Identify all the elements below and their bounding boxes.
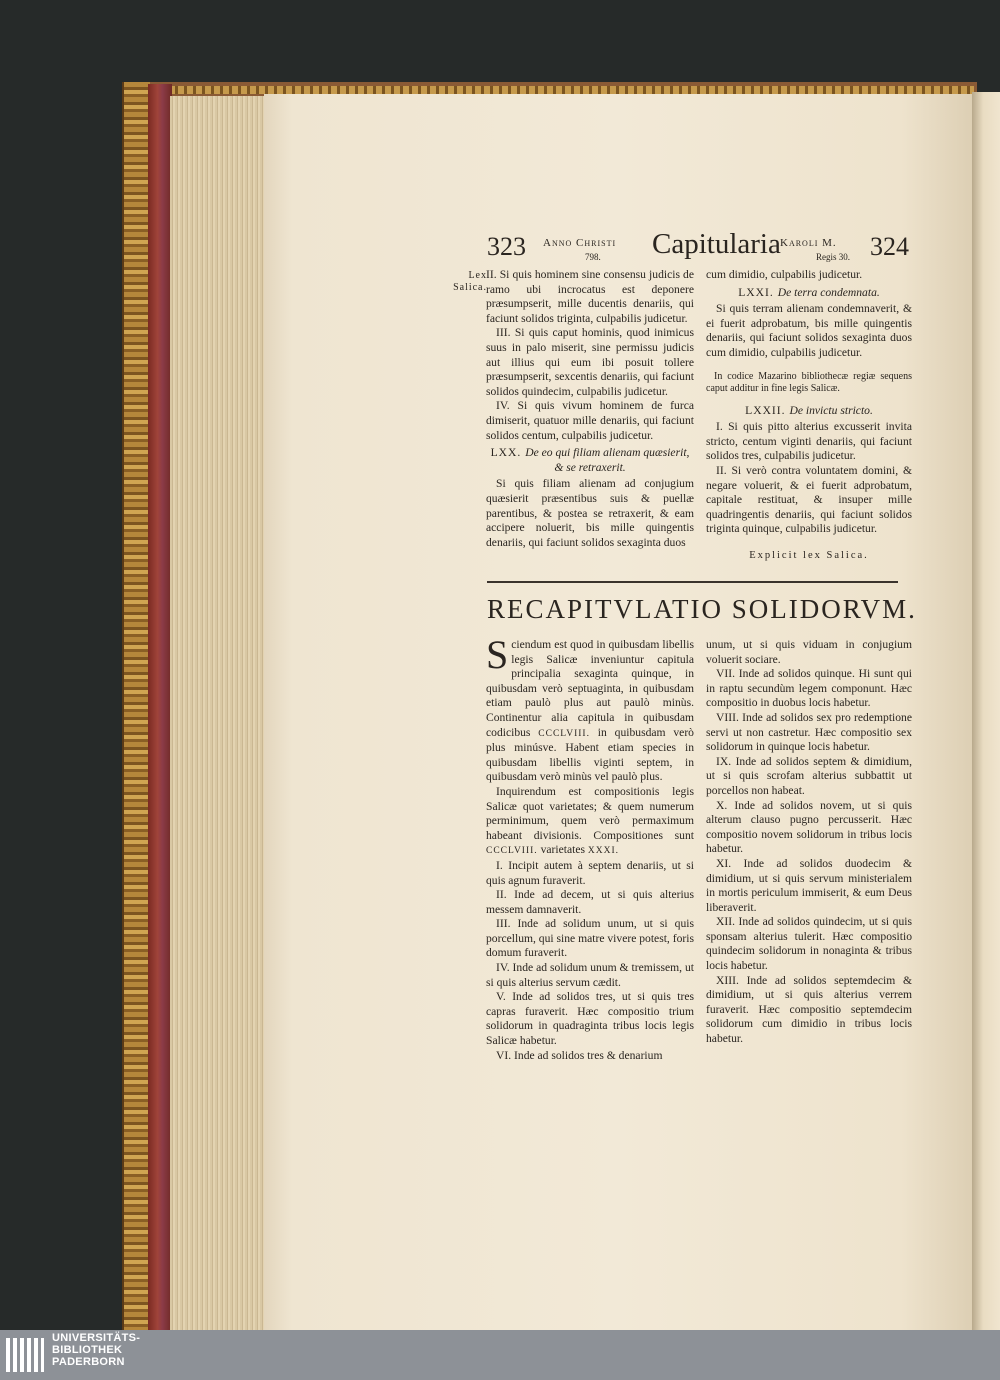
paragraph: II. Inde ad decem, ut si quis alterius messem damnaverit.: [486, 888, 694, 916]
paragraph: II. Si verò contra voluntatem domini, & negare voluerit, & ei fuerit adprobatum, capitale restituat, & insuper mille quadringentis denariis, qui faciunt solidos triginta quinque, culpabilis judicetur.: [706, 463, 912, 536]
paragraph: VIII. Inde ad solidos sex pro redemptione servi ut non castretur. Hæc compositio sex solidorum in quinque locis habetur.: [706, 710, 912, 754]
library-footer: [0, 1330, 1000, 1380]
paragraph: VI. Inde ad solidos tres & denarium: [496, 1048, 663, 1062]
margin-note: [449, 270, 487, 294]
roman-number: XXXI.: [587, 846, 620, 857]
section-title: De eo qui filiam alienam quæsierit, & se retraxerit.: [525, 446, 690, 474]
section-number: LXX.: [490, 446, 522, 460]
paragraph: IV. Si quis vivum hominem de furca dimiserit, quatuor mille denariis, qui faciunt solidos centum, culpabilis judicetur.: [486, 399, 694, 442]
explicit-line: Explicit lex Salica.: [749, 549, 869, 561]
margin-note-line: Salica.: [453, 282, 487, 293]
library-name: [52, 1332, 140, 1368]
column-top-left: [486, 268, 694, 550]
column-top-right: [706, 268, 912, 564]
paragraph: unum, ut si quis viduam in conjugium voluerit sociare.: [706, 638, 912, 666]
column-bottom-right: [706, 638, 912, 1047]
roman-number: CCCLVIII.: [538, 728, 590, 739]
library-name-line: PADERBORN: [52, 1356, 125, 1368]
paragraph: XIII. Inde ad solidos septemdecim & dimidium, ut si quis alterius verrem furaverit. Hæc compositio septemdecim solidorum cum dimidio in tribus locis habetur.: [706, 973, 912, 1046]
paragraph: V. Inde ad solidos tres, ut si quis tres capras furaverit. Hæc compositio trium solidorum in quadraginta tribus locis legis Salicæ habetur.: [486, 990, 694, 1048]
paragraph-text: Inquirendum est compositionis legis Salicæ quot varietates; & quem numerum perminimum, quem verò permaximum habeant divisionis. Compositiones sunt: [486, 784, 694, 842]
page-number-left: 323: [487, 232, 526, 261]
paragraph: IX. Inde ad solidos septem & dimidium, ut si quis scrofam alterius subbattit ut porcellos non habeat.: [706, 754, 912, 797]
paragraph: cum dimidio, culpabilis judicetur.: [706, 268, 863, 281]
page-number-right: 324: [870, 232, 909, 261]
paragraph: XII. Inde ad solidos quindecim, ut si quis sponsam alterius tulerit. Hæc compositio quindecim solidorum in nonaginta & tribus locis habetur.: [706, 915, 912, 973]
page-title: Capitularia: [652, 228, 781, 260]
section-title-recapitulatio: RECAPITVLATIO SOLIDORVM.: [487, 594, 917, 624]
roman-number: CCCLVIII.: [486, 846, 538, 857]
section-heading-lxxi: [706, 286, 912, 301]
intro-text: ciendum est quod in quibusdam libellis legis Salicæ inveniuntur capitula principalia sexaginta quinque, in quibusdam verò septuaginta, in quibusdam etiam paulò plus aut paulò minùs. Continentur alia capitula in quibusdam codicibus: [486, 638, 694, 739]
paragraph: Si quis terram alienam condemnaverit, & ei fuerit adprobatum, bis mille quingentis denariis, qui faciunt solidos sexaginta duos cum dimidio, culpabilis judicetur.: [706, 302, 912, 359]
intro-text-cont: in quibusdam verò plus minúsve. Habent etiam species in quibusdam libellis viginti septem, in quibusdam verò minùs vel paulò plus.: [486, 725, 694, 784]
section-title: De invictu stricto.: [789, 403, 873, 417]
paragraph: X. Inde ad solidos novem, ut si quis alterum clauso pugno percusserit. Hæc compositio novem solidorum in tribus locis habetur.: [706, 798, 912, 856]
paragraph: I. Incipit autem à septem denariis, ut si quis agnum furaverit.: [486, 858, 694, 887]
gilt-border-left: [122, 82, 150, 1330]
library-logo-icon: [4, 1334, 46, 1376]
paragraph-text: varietates: [540, 843, 585, 857]
editorial-note: In codice Mazarino bibliothecæ regiæ sequens caput additur in fine legis Salicæ.: [706, 370, 912, 395]
paragraph: IV. Inde ad solidum unum & tremissem, ut si quis alterius servum cædit.: [486, 961, 694, 989]
section-number: LXXII.: [745, 403, 786, 417]
header-year: 798.: [585, 252, 601, 262]
marbled-endpaper: [148, 84, 172, 1330]
paragraph: VII. Inde ad solidos quinque. Hi sunt qui in raptu secundùm legem componunt. Hæc compositio in duobus locis habetur.: [706, 667, 912, 710]
paragraph-intro: [486, 632, 694, 785]
page-edges: [170, 96, 266, 1330]
paragraph: III. Si quis caput hominis, quod inimicus suus in palo miserit, sine permissu judicis aut illius qui eum ibi posuit tollere præsumpserit, sexcentis denariis, qui faciunt solidos quindecim, culpabilis judicetur.: [486, 326, 694, 398]
section-divider: [487, 581, 898, 583]
header-anno-christi: Anno Christi: [543, 237, 617, 249]
facing-page-edge: [972, 92, 1000, 1330]
library-name-line: BIBLIOTHEK: [52, 1344, 123, 1356]
paragraph: [486, 785, 694, 859]
paragraph: III. Inde ad solidum unum, ut si quis porcellum, qui sine matre vivere potest, foris domum furaverit.: [486, 917, 694, 960]
drop-cap: S: [486, 632, 509, 677]
library-name-line: UNIVERSITÄTS-: [52, 1332, 141, 1344]
section-heading-lxxii: [706, 404, 912, 419]
section-title: De terra condemnata.: [777, 285, 880, 299]
column-bottom-left: [486, 632, 694, 1063]
header-karoli: Karoli M.: [780, 237, 837, 249]
section-number: LXXI.: [738, 285, 774, 299]
gilt-border-top: [124, 86, 974, 94]
paragraph: I. Si quis pitto alterius excusserit invita stricto, centum viginti denariis, qui faciunt solidos tres, culpabilis judicetur.: [706, 420, 912, 463]
paragraph: Si quis filiam alienam ad conjugium quæsierit præsentibus suis & puellæ parentibus, & postea se retraxerit, & eam accipere noluerit, bis mille quingentis denariis, qui faciunt solidos sexaginta duos: [486, 477, 694, 549]
margin-note-line: Lex: [468, 270, 487, 281]
paragraph: II. Si quis hominem sine consensu judicis de ramo ubi incrocatus est deponere præsumpserit, mille ducentis denariis, qui faciunt solidos triginta, culpabilis judicetur.: [486, 268, 694, 325]
paragraph: XI. Inde ad solidos duodecim & dimidium, ut si quis servum ministerialem in mortis periculum immiserit, & eum Deus liberaverit.: [706, 856, 912, 914]
section-heading-lxx: [486, 446, 694, 475]
header-regis: Regis 30.: [816, 252, 851, 262]
